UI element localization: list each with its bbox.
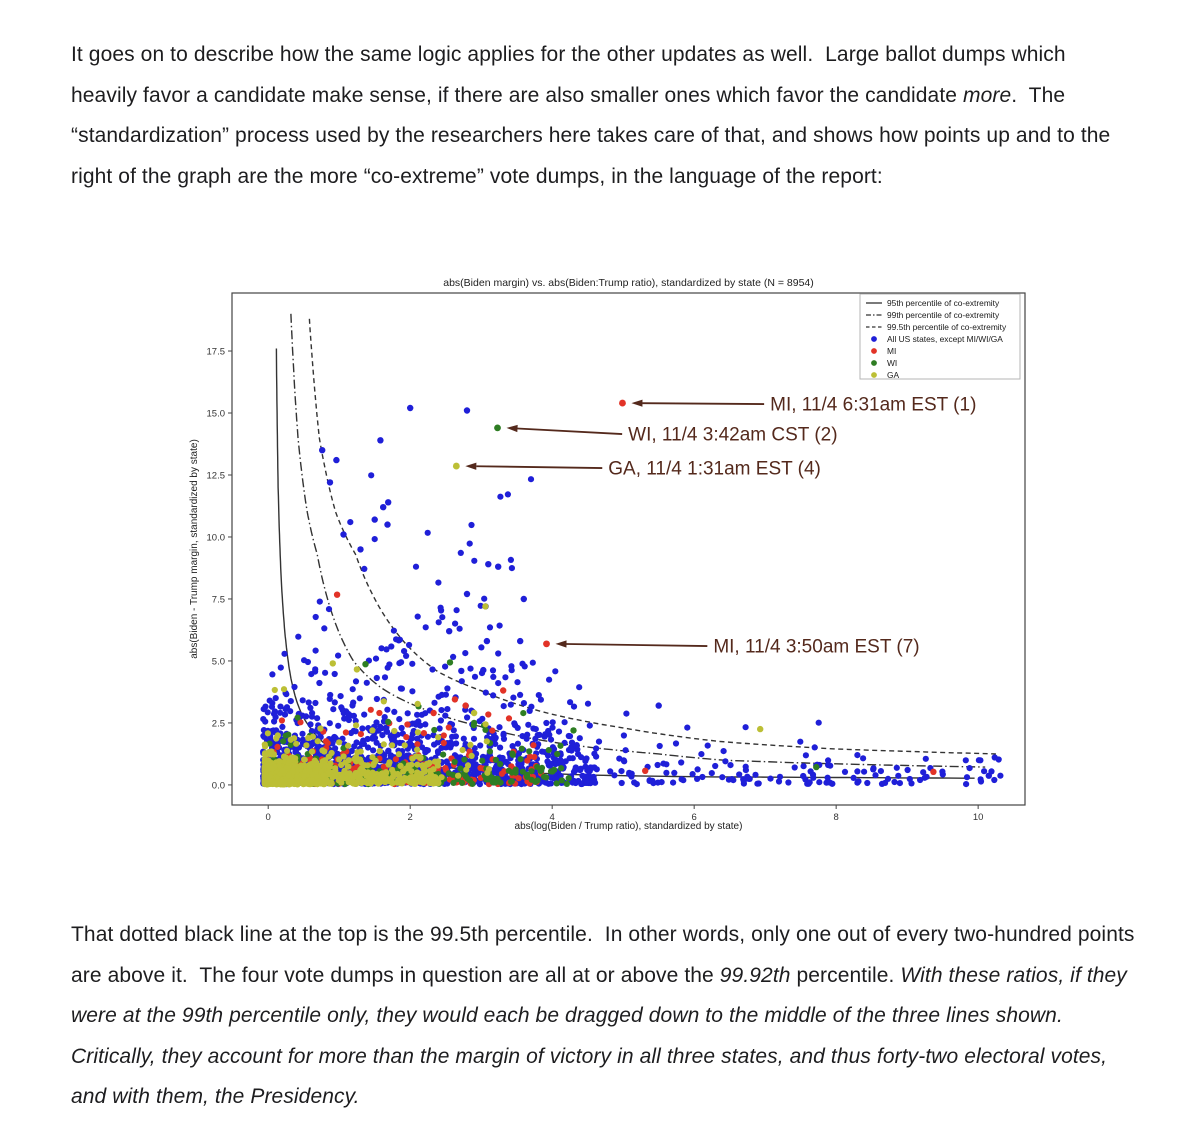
percentile-curve	[291, 314, 985, 767]
y-tick-label: 7.5	[211, 594, 225, 606]
legend-label: GA	[887, 370, 900, 380]
legend-label: MI	[887, 346, 897, 356]
closing-paragraph	[71, 915, 1141, 1118]
annotation-label: GA, 11/4 1:31am EST (4)	[608, 458, 821, 480]
legend-dot-sample	[871, 360, 877, 366]
x-tick-label: 2	[407, 812, 413, 823]
annotated-point	[453, 463, 460, 470]
y-tick-label: 12.5	[206, 470, 225, 482]
y-tick-label: 2.5	[211, 718, 225, 730]
annotation-arrow	[476, 466, 602, 468]
annotation-label: WI, 11/4 3:42am CST (2)	[628, 424, 838, 446]
text-run: 99.92th	[719, 963, 791, 987]
text-run: percentile.	[790, 963, 901, 987]
y-tick-label: 17.5	[206, 346, 225, 358]
intro-paragraph	[71, 35, 1135, 197]
legend-label: All US states, except MI/WI/GA	[887, 334, 1003, 344]
annotation-arrow	[518, 428, 623, 434]
annotation-arrow	[642, 403, 764, 404]
chart-title: abs(Biden margin) vs. abs(Biden:Trump ratio), standardized by state (N = 8954)	[443, 277, 814, 289]
x-axis-label: abs(log(Biden / Trump ratio), standardized by state)	[514, 821, 743, 832]
x-tick-label: 10	[972, 812, 984, 823]
legend-label: 95th percentile of co-extremity	[887, 298, 1000, 308]
text-run: It goes on to describe how the same logic applies for the other updates as well. Large ballot dumps which heavily favor a candidate make sense, if there are also smaller ones which favor the candidate	[71, 43, 1072, 107]
chart-svg	[183, 276, 1031, 842]
legend	[860, 294, 1020, 380]
text-run: . The “standardization” process used by the researchers here takes care of that, and shows how points up and to the right of the graph are the more “co-extreme” vote dumps, in the language of the report:	[71, 83, 1117, 188]
arrowhead-icon	[631, 400, 642, 407]
arrowhead-icon	[507, 425, 518, 432]
legend-dot-sample	[871, 336, 877, 342]
legend-dot-sample	[871, 348, 877, 354]
legend-dot-sample	[871, 372, 877, 378]
y-tick-label: 10.0	[206, 532, 225, 544]
y-tick-label: 0.0	[211, 780, 225, 792]
annotated-point	[543, 640, 550, 647]
legend-label: WI	[887, 358, 898, 368]
x-tick-label: 6	[691, 812, 697, 823]
scatter-plot-figure	[183, 276, 1031, 842]
x-tick-label: 4	[549, 812, 555, 823]
arrowhead-icon	[556, 640, 567, 647]
y-axis-label: abs(Biden - Trump margin, standardized by state)	[189, 439, 200, 659]
x-tick-label: 8	[833, 812, 839, 823]
annotated-point	[619, 400, 626, 407]
annotation-label: MI, 11/4 3:50am EST (7)	[713, 636, 920, 658]
text-run: With these ratios, if they were at the 99th percentile only, they would each be dragged down to the middle of the three lines shown. Critically, they account for more than the margin of victory in all three states, and thus forty-two electoral votes, and with them, the Presidency.	[71, 963, 1133, 1108]
legend-label: 99.5th percentile of co-extremity	[887, 322, 1007, 332]
arrowhead-icon	[465, 463, 476, 470]
text-run: That dotted black line at the top is the 99.5th percentile. In other words, only one out of every two-hundred points are above it. The four vote dumps in question are all at or above the	[71, 923, 1141, 987]
legend-label: 99th percentile of co-extremity	[887, 310, 1000, 320]
annotation-label: MI, 11/4 6:31am EST (1)	[770, 394, 977, 416]
y-tick-label: 15.0	[206, 408, 225, 420]
annotated-point	[494, 424, 501, 431]
text-run: more	[962, 83, 1012, 107]
y-tick-label: 5.0	[211, 656, 225, 668]
x-tick-label: 0	[265, 812, 271, 823]
annotation-arrow	[567, 644, 708, 646]
